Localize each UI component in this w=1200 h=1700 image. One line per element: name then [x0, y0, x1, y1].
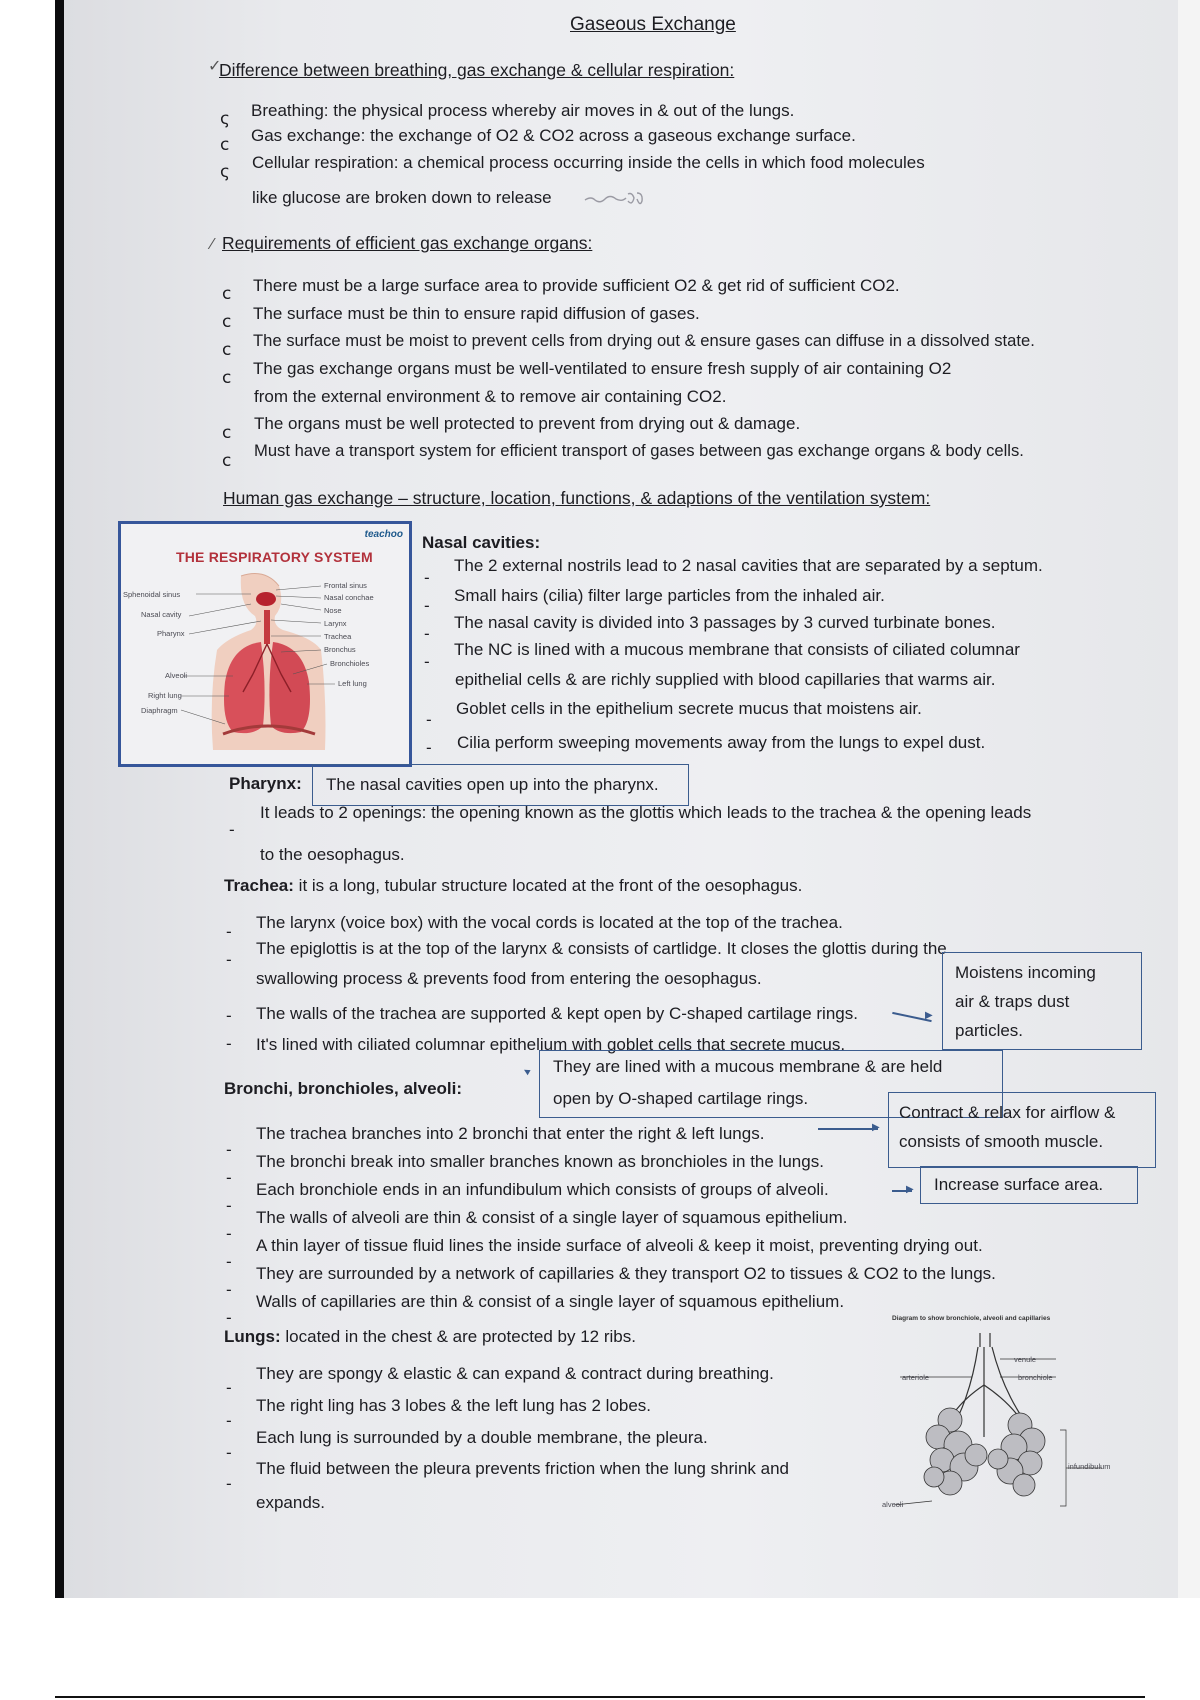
list-item: Gas exchange: the exchange of O2 & CO2 across a gaseous exchange surface.: [251, 126, 856, 145]
list-item: to the oesophagus.: [260, 845, 405, 864]
dash-bullet: -: [226, 1443, 232, 1462]
list-item: Must have a transport system for efficient transport of gases between gas exchange organs & body cells.: [254, 441, 1024, 460]
dash-bullet: -: [226, 1308, 232, 1327]
note-line: particles.: [955, 1021, 1024, 1040]
list-item: like glucose are broken down to release: [252, 188, 552, 207]
figure-label: Frontal sinus: [324, 581, 367, 590]
bullet-icon: c: [222, 284, 232, 304]
arrow-line: [818, 1128, 878, 1130]
figure-brand: teachoo: [364, 529, 403, 540]
list-item: They are surrounded by a network of capillaries & they transport O2 to tissues & CO2 to the lungs.: [256, 1264, 996, 1283]
check-mark-icon: ⁄: [211, 236, 214, 253]
bronchioles-note-box: [888, 1092, 1156, 1168]
bronchi-label: Bronchi, bronchioles, alveoli:: [224, 1079, 463, 1098]
list-item: epithelial cells & are richly supplied with blood capillaries that warms air.: [455, 670, 996, 689]
note-line: Moistens incoming: [955, 963, 1096, 982]
list-item: The nasal cavity is divided into 3 passages by 3 curved turbinate bones.: [454, 613, 996, 632]
figure-label: Left lung: [338, 679, 367, 688]
trachea-note-box: [942, 952, 1142, 1050]
list-item: The fluid between the pleura prevents friction when the lung shrink and: [256, 1459, 789, 1478]
alveoli-diagram-illustration: [880, 1325, 1150, 1515]
figure-label: Alveoli: [165, 671, 188, 680]
figure-label: Nose: [324, 606, 342, 615]
list-item: Goblet cells in the epithelium secrete mucus that moistens air.: [456, 699, 922, 718]
lungs-intro: [224, 1327, 636, 1347]
bottom-rule: [55, 1696, 1145, 1698]
figure-label: Bronchioles: [330, 659, 370, 668]
list-item: The walls of the trachea are supported & kept open by C-shaped cartilage rings.: [256, 1004, 858, 1023]
list-item: Cellular respiration: a chemical process occurring inside the cells in which food molecules: [252, 153, 925, 172]
figure-label: Trachea: [324, 632, 352, 641]
dash-bullet: -: [226, 1252, 232, 1271]
energy-scribble-icon: [582, 188, 662, 210]
list-item: The surface must be thin to ensure rapid diffusion of gases.: [253, 304, 700, 323]
list-item: There must be a large surface area to provide sufficient O2 & get rid of sufficient CO2.: [253, 276, 900, 295]
list-item: Small hairs (cilia) filter large particles from the inhaled air.: [454, 586, 885, 605]
bullet-icon: c: [222, 312, 232, 332]
figure-label: Right lung: [148, 691, 182, 700]
dash-bullet: -: [226, 1378, 232, 1397]
list-item: The larynx (voice box) with the vocal cords is located at the top of the trachea.: [256, 913, 843, 932]
figure-label: Sphenoidal sinus: [123, 590, 181, 599]
figure-label: Nasal conchae: [324, 593, 374, 602]
figure-label: Bronchus: [324, 645, 356, 654]
box-line: open by O-shaped cartilage rings.: [553, 1089, 809, 1108]
dash-bullet: -: [424, 568, 430, 587]
list-item: A thin layer of tissue fluid lines the inside surface of alveoli & keep it moist, preventing drying out.: [256, 1236, 983, 1255]
list-item: The trachea branches into 2 bronchi that enter the right & left lungs.: [256, 1124, 765, 1143]
figure-label: Larynx: [324, 619, 347, 628]
list-item: The NC is lined with a mucous membrane that consists of ciliated columnar: [454, 640, 1020, 659]
arrow-head-icon: ▲: [519, 1064, 535, 1079]
bullet-icon: ς: [220, 162, 230, 182]
dash-bullet: -: [426, 710, 432, 729]
figure-title: THE RESPIRATORY SYSTEM: [176, 549, 373, 565]
list-item: The surface must be moist to prevent cells from drying out & ensure gases can diffuse in a dissolved state.: [253, 331, 1035, 350]
respiratory-system-figure: [118, 521, 412, 767]
list-item: They are spongy & elastic & can expand & contract during breathing.: [256, 1364, 774, 1383]
box-line: They are lined with a mucous membrane & are held: [553, 1057, 943, 1076]
dash-bullet: -: [424, 652, 430, 671]
dash-bullet: -: [226, 1224, 232, 1243]
trachea-intro: [224, 876, 802, 896]
arrow-head-icon: ▶: [906, 1184, 914, 1195]
list-item: The gas exchange organs must be well-ventilated to ensure fresh supply of air containing O2: [253, 359, 952, 378]
dash-bullet: -: [226, 1034, 232, 1053]
bullet-icon: c: [222, 340, 232, 360]
list-item: swallowing process & prevents food from entering the oesophagus.: [256, 969, 762, 988]
pharynx-label: Pharynx:: [229, 774, 302, 793]
arrow-head-icon: ▶: [925, 1010, 933, 1021]
note-line: Contract & relax for airflow &: [899, 1103, 1116, 1122]
alveoli-note-box: [920, 1166, 1138, 1204]
trachea-text: it is a long, tubular structure located at the front of the oesophagus.: [293, 876, 803, 895]
list-item: The right ling has 3 lobes & the left lung has 2 lobes.: [256, 1396, 652, 1415]
section-heading-human-gas-exchange: Human gas exchange – structure, location, functions, & adaptions of the ventilation system:: [223, 488, 931, 508]
dash-bullet: -: [226, 1411, 232, 1430]
dash-bullet: -: [226, 1280, 232, 1299]
list-item: It's lined with ciliated columnar epithelium with goblet cells that secrete mucus.: [256, 1035, 846, 1054]
figure-label: Diaphragm: [141, 706, 178, 715]
diagram-label: venule: [1014, 1355, 1037, 1364]
pharynx-box-text: The nasal cavities open up into the pharynx.: [326, 775, 659, 794]
bullet-icon: c: [220, 135, 230, 155]
pharynx-box: [312, 764, 689, 806]
list-item: from the external environment & to remove air containing CO2.: [254, 387, 727, 406]
page-title: Gaseous Exchange: [570, 14, 736, 35]
bullet-icon: ς: [220, 109, 230, 129]
nasal-heading: Nasal cavities:: [422, 533, 541, 552]
dash-bullet: -: [426, 738, 432, 757]
left-shadow-edge: [55, 0, 64, 1598]
diagram-label: infundibulum: [1068, 1462, 1111, 1471]
bullet-icon: c: [222, 451, 232, 471]
note-line: consists of smooth muscle.: [899, 1132, 1104, 1151]
bullet-icon: c: [222, 368, 232, 388]
note-line: air & traps dust: [955, 992, 1070, 1011]
dash-bullet: -: [226, 922, 232, 941]
figure-label: Pharynx: [157, 629, 185, 638]
respiratory-body-illustration: [121, 524, 409, 764]
trachea-label: Trachea:: [224, 876, 294, 895]
dash-bullet: -: [424, 624, 430, 643]
note-line: Increase surface area.: [934, 1175, 1104, 1194]
list-item: The bronchi break into smaller branches known as bronchioles in the lungs.: [256, 1152, 824, 1171]
check-mark-icon: ✓: [208, 58, 222, 75]
bullet-icon: c: [222, 423, 232, 443]
dash-bullet: -: [229, 820, 235, 839]
arrow-head-icon: ▶: [872, 1122, 880, 1133]
figure-label: Nasal cavity: [141, 610, 182, 619]
dash-bullet: -: [226, 1006, 232, 1025]
dash-bullet: -: [226, 1140, 232, 1159]
list-item: expands.: [256, 1493, 325, 1512]
list-item: The epiglottis is at the top of the larynx & consists of cartlidge. It closes the glottis during the: [256, 939, 947, 958]
dash-bullet: -: [226, 1196, 232, 1215]
section-heading-requirements: Requirements of efficient gas exchange organs:: [222, 233, 593, 253]
list-item: Walls of capillaries are thin & consist of a single layer of squamous epithelium.: [256, 1292, 845, 1311]
diagram-label: bronchiole: [1018, 1373, 1053, 1382]
dash-bullet: -: [226, 1474, 232, 1493]
section-heading-difference: Difference between breathing, gas exchange & cellular respiration:: [219, 60, 735, 80]
list-item: Each lung is surrounded by a double membrane, the pleura.: [256, 1428, 708, 1447]
diagram-title: Diagram to show bronchiole, alveoli and capillaries: [892, 1315, 1051, 1322]
list-item: Breathing: the physical process whereby air moves in & out of the lungs.: [251, 101, 795, 120]
list-item: It leads to 2 openings: the opening known as the glottis which leads to the trachea & the opening leads: [260, 803, 1032, 822]
lungs-label: Lungs:: [224, 1327, 281, 1346]
list-item: The walls of alveoli are thin & consist of a single layer of squamous epithelium.: [256, 1208, 848, 1227]
list-item: The 2 external nostrils lead to 2 nasal cavities that are separated by a septum.: [454, 556, 1043, 575]
dash-bullet: -: [226, 1168, 232, 1187]
list-item: The organs must be well protected to prevent from drying out & damage.: [254, 414, 801, 433]
lungs-text: located in the chest & are protected by 12 ribs.: [280, 1327, 636, 1346]
diagram-label: arteriole: [902, 1373, 930, 1382]
list-item: Cilia perform sweeping movements away from the lungs to expel dust.: [457, 733, 986, 752]
right-margin: [1178, 0, 1200, 1598]
diagram-label: alveoli: [882, 1500, 904, 1509]
dash-bullet: -: [226, 950, 232, 969]
list-item: Each bronchiole ends in an infundibulum which consists of groups of alveoli.: [256, 1180, 829, 1199]
dash-bullet: -: [424, 596, 430, 615]
